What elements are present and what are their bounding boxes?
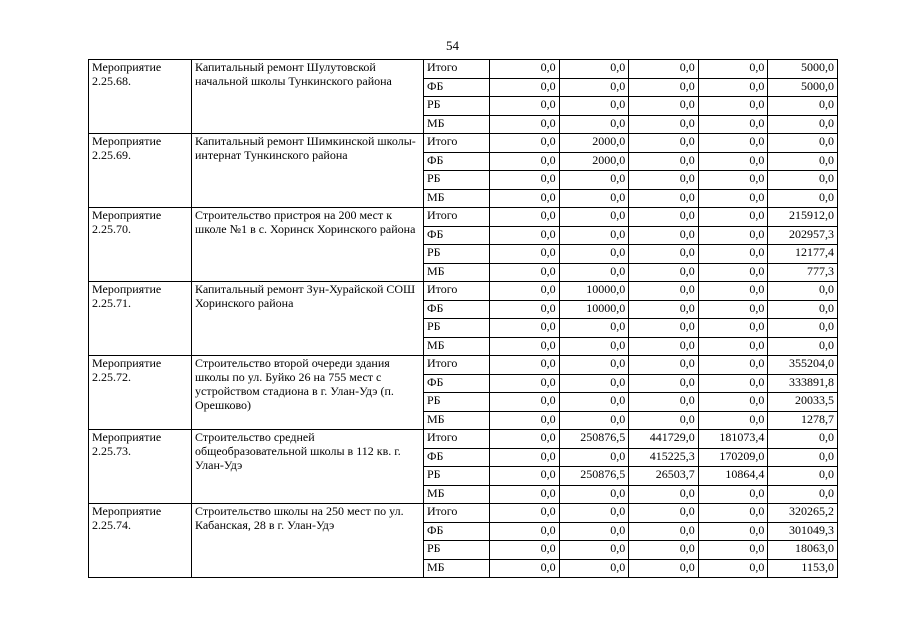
amount-cell: 10000,0 — [559, 300, 629, 319]
event-title-cell: Строительство второй очереди здания школы по ул. Буйко 26 на 755 мест с устройством стадиона в г. Улан-Удэ (п. Орешково) — [192, 356, 424, 430]
amount-cell: 0,0 — [698, 559, 768, 578]
amount-cell: 0,0 — [698, 134, 768, 153]
amount-cell: 10864,4 — [698, 467, 768, 486]
amount-cell: 0,0 — [490, 337, 560, 356]
event-title-cell: Капитальный ремонт Шулутовской начальной школы Тункинского района — [192, 60, 424, 134]
amount-cell: 0,0 — [698, 208, 768, 227]
amount-cell: 0,0 — [490, 485, 560, 504]
amount-cell: 355204,0 — [768, 356, 838, 375]
funding-source-cell: ФБ — [424, 448, 490, 467]
amount-cell: 2000,0 — [559, 152, 629, 171]
amount-cell: 0,0 — [629, 541, 699, 560]
amount-cell: 0,0 — [698, 485, 768, 504]
amount-cell: 0,0 — [629, 282, 699, 301]
funding-source-cell: ФБ — [424, 300, 490, 319]
amount-cell: 0,0 — [698, 245, 768, 264]
amount-cell: 0,0 — [629, 504, 699, 523]
amount-cell: 0,0 — [698, 226, 768, 245]
funding-source-cell: РБ — [424, 319, 490, 338]
amount-cell: 0,0 — [629, 356, 699, 375]
amount-cell: 0,0 — [559, 245, 629, 264]
amount-cell: 0,0 — [768, 282, 838, 301]
amount-cell: 0,0 — [490, 411, 560, 430]
page-number: 54 — [446, 38, 459, 53]
amount-cell: 0,0 — [490, 541, 560, 560]
amount-cell: 0,0 — [490, 152, 560, 171]
amount-cell: 0,0 — [768, 189, 838, 208]
amount-cell: 0,0 — [698, 152, 768, 171]
amount-cell: 0,0 — [698, 356, 768, 375]
funding-source-cell: РБ — [424, 467, 490, 486]
amount-cell: 5000,0 — [768, 78, 838, 97]
amount-cell: 0,0 — [629, 319, 699, 338]
amount-cell: 5000,0 — [768, 60, 838, 79]
amount-cell: 777,3 — [768, 263, 838, 282]
event-title-cell: Капитальный ремонт Шимкинской школы-интернат Тункинского района — [192, 134, 424, 208]
amount-cell: 0,0 — [559, 504, 629, 523]
amount-cell: 0,0 — [629, 245, 699, 264]
amount-cell: 333891,8 — [768, 374, 838, 393]
amount-cell: 0,0 — [490, 263, 560, 282]
amount-cell: 0,0 — [490, 448, 560, 467]
amount-cell: 0,0 — [698, 411, 768, 430]
event-title-cell: Капитальный ремонт Зун-Хурайской СОШ Хоринского района — [192, 282, 424, 356]
amount-cell: 0,0 — [629, 134, 699, 153]
budget-table — [88, 59, 838, 578]
amount-cell: 0,0 — [629, 559, 699, 578]
event-id-cell: Мероприятие 2.25.73. — [89, 430, 192, 504]
amount-cell: 0,0 — [768, 97, 838, 116]
amount-cell: 0,0 — [698, 60, 768, 79]
amount-cell: 0,0 — [490, 60, 560, 79]
amount-cell: 0,0 — [490, 356, 560, 375]
amount-cell: 2000,0 — [559, 134, 629, 153]
amount-cell: 215912,0 — [768, 208, 838, 227]
amount-cell: 250876,5 — [559, 430, 629, 449]
amount-cell: 170209,0 — [698, 448, 768, 467]
amount-cell: 0,0 — [698, 263, 768, 282]
amount-cell: 0,0 — [559, 115, 629, 134]
funding-source-cell: РБ — [424, 97, 490, 116]
amount-cell: 0,0 — [698, 171, 768, 190]
event-id-cell: Мероприятие 2.25.70. — [89, 208, 192, 282]
amount-cell: 1278,7 — [768, 411, 838, 430]
amount-cell: 0,0 — [629, 97, 699, 116]
table-row — [89, 282, 838, 301]
funding-source-cell: ФБ — [424, 78, 490, 97]
amount-cell: 0,0 — [698, 189, 768, 208]
amount-cell: 0,0 — [768, 300, 838, 319]
amount-cell: 0,0 — [698, 115, 768, 134]
amount-cell: 0,0 — [629, 393, 699, 412]
amount-cell: 0,0 — [559, 97, 629, 116]
funding-source-cell: Итого — [424, 134, 490, 153]
amount-cell: 0,0 — [629, 152, 699, 171]
event-id-cell: Мероприятие 2.25.68. — [89, 60, 192, 134]
amount-cell: 0,0 — [490, 559, 560, 578]
funding-source-cell: Итого — [424, 504, 490, 523]
amount-cell: 26503,7 — [629, 467, 699, 486]
amount-cell: 0,0 — [698, 393, 768, 412]
amount-cell: 0,0 — [768, 485, 838, 504]
amount-cell: 0,0 — [490, 245, 560, 264]
amount-cell: 0,0 — [559, 226, 629, 245]
amount-cell: 0,0 — [698, 337, 768, 356]
amount-cell: 0,0 — [490, 208, 560, 227]
amount-cell: 0,0 — [768, 134, 838, 153]
event-id-cell: Мероприятие 2.25.72. — [89, 356, 192, 430]
amount-cell: 0,0 — [490, 78, 560, 97]
table-row — [89, 134, 838, 153]
funding-source-cell: ФБ — [424, 522, 490, 541]
amount-cell: 250876,5 — [559, 467, 629, 486]
amount-cell: 20033,5 — [768, 393, 838, 412]
amount-cell: 0,0 — [768, 152, 838, 171]
amount-cell: 0,0 — [698, 300, 768, 319]
amount-cell: 0,0 — [768, 319, 838, 338]
amount-cell: 1153,0 — [768, 559, 838, 578]
amount-cell: 0,0 — [559, 60, 629, 79]
funding-source-cell: ФБ — [424, 374, 490, 393]
amount-cell: 0,0 — [559, 559, 629, 578]
funding-source-cell: МБ — [424, 115, 490, 134]
amount-cell: 0,0 — [698, 78, 768, 97]
table-row — [89, 504, 838, 523]
amount-cell: 0,0 — [490, 374, 560, 393]
amount-cell: 301049,3 — [768, 522, 838, 541]
event-id-cell: Мероприятие 2.25.71. — [89, 282, 192, 356]
amount-cell: 0,0 — [490, 467, 560, 486]
event-id-cell: Мероприятие 2.25.74. — [89, 504, 192, 578]
amount-cell: 0,0 — [629, 226, 699, 245]
amount-cell: 0,0 — [768, 171, 838, 190]
amount-cell: 0,0 — [559, 448, 629, 467]
amount-cell: 0,0 — [629, 374, 699, 393]
funding-source-cell: МБ — [424, 485, 490, 504]
event-title-cell: Строительство пристроя на 200 мест к школе №1 в с. Хоринск Хоринского района — [192, 208, 424, 282]
table-row — [89, 430, 838, 449]
amount-cell: 0,0 — [490, 282, 560, 301]
amount-cell: 0,0 — [629, 115, 699, 134]
funding-source-cell: МБ — [424, 263, 490, 282]
amount-cell: 0,0 — [698, 282, 768, 301]
amount-cell: 18063,0 — [768, 541, 838, 560]
amount-cell: 0,0 — [559, 522, 629, 541]
amount-cell: 0,0 — [490, 393, 560, 412]
amount-cell: 0,0 — [559, 541, 629, 560]
amount-cell: 0,0 — [768, 337, 838, 356]
amount-cell: 0,0 — [490, 171, 560, 190]
amount-cell: 0,0 — [490, 134, 560, 153]
funding-source-cell: Итого — [424, 430, 490, 449]
amount-cell: 0,0 — [768, 115, 838, 134]
amount-cell: 0,0 — [559, 374, 629, 393]
funding-source-cell: РБ — [424, 541, 490, 560]
amount-cell: 181073,4 — [698, 430, 768, 449]
funding-source-cell: РБ — [424, 245, 490, 264]
amount-cell: 0,0 — [490, 115, 560, 134]
amount-cell: 0,0 — [629, 263, 699, 282]
funding-source-cell: Итого — [424, 60, 490, 79]
amount-cell: 0,0 — [629, 189, 699, 208]
amount-cell: 0,0 — [629, 522, 699, 541]
amount-cell: 0,0 — [629, 171, 699, 190]
amount-cell: 0,0 — [559, 189, 629, 208]
event-title-cell: Строительство средней общеобразовательной школы в 112 кв. г. Улан-Удэ — [192, 430, 424, 504]
table-row — [89, 208, 838, 227]
amount-cell: 0,0 — [559, 393, 629, 412]
funding-source-cell: Итого — [424, 282, 490, 301]
amount-cell: 0,0 — [629, 337, 699, 356]
event-title-cell: Строительство школы на 250 мест по ул. Кабанская, 28 в г. Улан-Удэ — [192, 504, 424, 578]
amount-cell: 0,0 — [768, 467, 838, 486]
amount-cell: 0,0 — [629, 208, 699, 227]
amount-cell: 0,0 — [559, 263, 629, 282]
amount-cell: 0,0 — [490, 522, 560, 541]
amount-cell: 0,0 — [559, 208, 629, 227]
amount-cell: 0,0 — [559, 319, 629, 338]
amount-cell: 12177,4 — [768, 245, 838, 264]
amount-cell: 0,0 — [490, 430, 560, 449]
amount-cell: 0,0 — [490, 300, 560, 319]
amount-cell: 0,0 — [559, 356, 629, 375]
amount-cell: 0,0 — [629, 300, 699, 319]
amount-cell: 320265,2 — [768, 504, 838, 523]
amount-cell: 0,0 — [559, 485, 629, 504]
amount-cell: 0,0 — [768, 448, 838, 467]
funding-source-cell: МБ — [424, 411, 490, 430]
amount-cell: 0,0 — [559, 337, 629, 356]
amount-cell: 0,0 — [698, 374, 768, 393]
funding-source-cell: МБ — [424, 189, 490, 208]
amount-cell: 0,0 — [698, 541, 768, 560]
amount-cell: 0,0 — [490, 97, 560, 116]
amount-cell: 0,0 — [559, 411, 629, 430]
table-row — [89, 356, 838, 375]
amount-cell: 0,0 — [559, 78, 629, 97]
amount-cell: 0,0 — [629, 60, 699, 79]
amount-cell: 0,0 — [490, 504, 560, 523]
amount-cell: 0,0 — [698, 97, 768, 116]
funding-source-cell: МБ — [424, 337, 490, 356]
amount-cell: 0,0 — [629, 411, 699, 430]
amount-cell: 0,0 — [768, 430, 838, 449]
funding-source-cell: Итого — [424, 208, 490, 227]
amount-cell: 415225,3 — [629, 448, 699, 467]
event-id-cell: Мероприятие 2.25.69. — [89, 134, 192, 208]
amount-cell: 0,0 — [698, 504, 768, 523]
amount-cell: 10000,0 — [559, 282, 629, 301]
funding-source-cell: РБ — [424, 393, 490, 412]
amount-cell: 0,0 — [490, 226, 560, 245]
table-row — [89, 60, 838, 79]
funding-source-cell: РБ — [424, 171, 490, 190]
funding-source-cell: ФБ — [424, 226, 490, 245]
funding-source-cell: Итого — [424, 356, 490, 375]
amount-cell: 0,0 — [490, 189, 560, 208]
amount-cell: 0,0 — [629, 78, 699, 97]
funding-source-cell: МБ — [424, 559, 490, 578]
amount-cell: 0,0 — [698, 522, 768, 541]
amount-cell: 0,0 — [629, 485, 699, 504]
amount-cell: 0,0 — [490, 319, 560, 338]
amount-cell: 0,0 — [698, 319, 768, 338]
funding-source-cell: ФБ — [424, 152, 490, 171]
amount-cell: 441729,0 — [629, 430, 699, 449]
amount-cell: 202957,3 — [768, 226, 838, 245]
amount-cell: 0,0 — [559, 171, 629, 190]
